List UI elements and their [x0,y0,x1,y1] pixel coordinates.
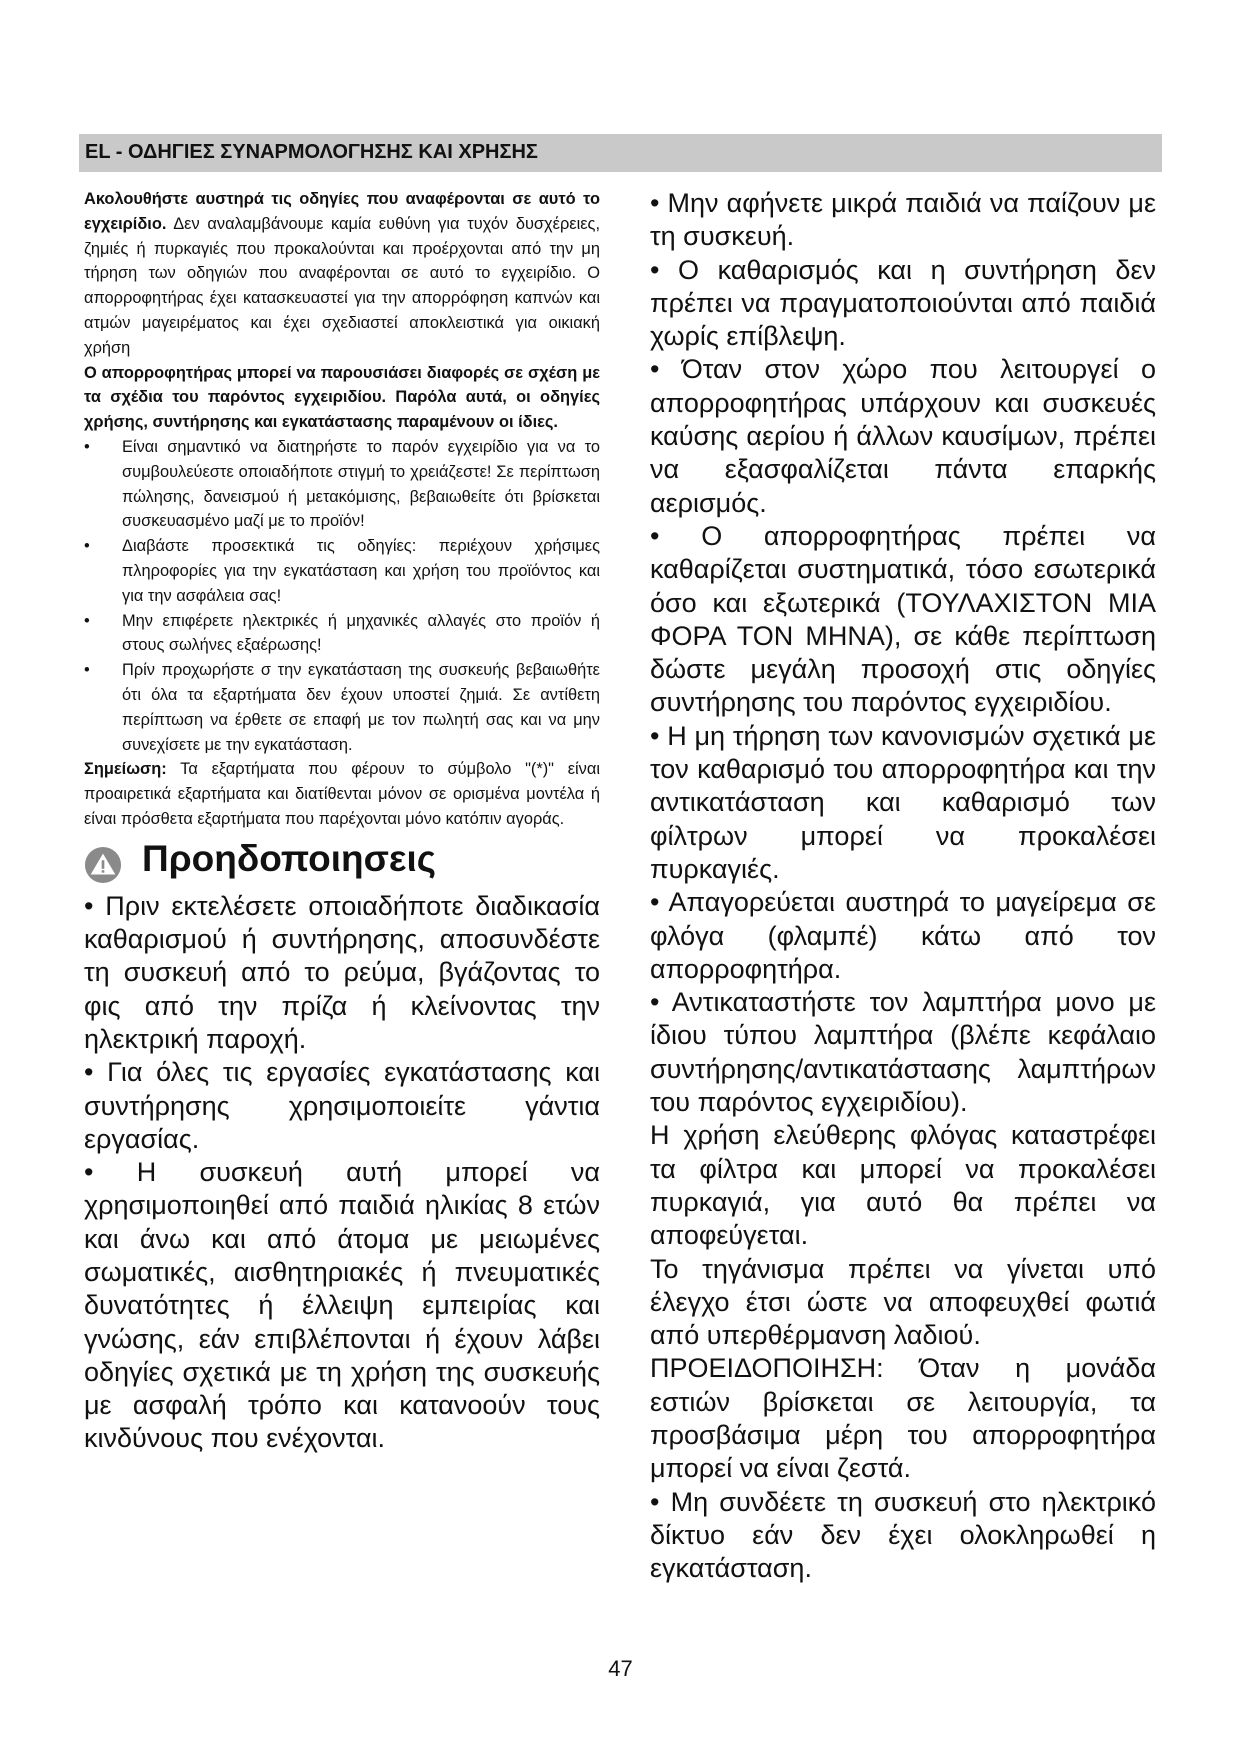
bullet-mark: • [84,437,90,456]
warning-item: • Για όλες τις εργασίες εγκατάστασης και συντήρησης χρησιμοποιείτε γάντια εργασίας. [84,1057,600,1154]
warning-item: • Ο απορροφητήρας πρέπει να καθαρίζεται συστηματικά, τόσο εσωτερικά όσο και εξωτερικά (ΤΟΥΛΑΧΙΣΤΟΝ ΜΙΑ ΦΟΡΑ ΤΟΝ ΜΗΝΑ), σε κάθε περίπτωση δώστε μεγάλη προσοχή στις οδηγίες συντήρησης του παρόντος εγχειριδίου. [650,520,1156,718]
warning-item: • Αντικαταστήστε τον λαμπτήρα μονο με ίδιου τύπου λαμπτήρα (βλέπε κεφάλαιο συντήρησης/αντικατάστασης λαμπτήρων του παρόντος εγχειριδίου). [650,987,1156,1118]
bullet-mark: • [84,611,90,630]
bullet-mark: • [84,661,90,680]
bullet-mark: • [84,537,90,556]
left-column [84,187,600,1456]
warning-item: Το τηγάνισμα πρέπει να γίνεται υπό έλεγχο έτσι ώστε να αποφευχθεί φωτιά από υπερθέρμανση λαδιού. [650,1253,1156,1351]
warning-item: • Μη συνδέετε τη συσκευή στο ηλεκτρικό δίκτυο εάν δεν έχει ολοκληρωθεί η εγκατάσταση. [650,1486,1156,1584]
intro-bullet-text: Πρίν προχωρήστε σ την εγκατάσταση της συσκευής βεβαιωθήτε ότι όλα τα εξαρτήματα δεν έχουν υποστεί ζημιά. Σε αντίθετη περίπτωση να έρθετε σε επαφή με τον πωλητή σας και να μην συνεχίσετε με την εγκατάσταση. [122,661,600,754]
warnings-left-block [84,890,600,1456]
intro-bullet-text: Είναι σημαντικό να διατηρήστε το παρόν εγχειρίδιο για να το συμβουλεύεστε οποιαδήποτε στιγμή το χρειάζεστε! Σε περίπτωση πώλησης, δανεισμού ή μετακόμισης, βεβαιωθείτε ότι βρίσκεται συσκευασμένο μαζί με το προϊόν! [122,437,600,531]
intro-bullet-text: Μην επιφέρετε ηλεκτρικές ή μηχανικές αλλαγές στο προϊόν ή στους σωλήνες εξαέρωσης! [122,611,600,655]
intro-bold-text: Ακολουθήστε αυστηρά τις οδηγίες που αναφέρονται σε αυτό το εγχειρίδιο. [84,190,600,233]
warning-item: • Η μη τήρηση των κανονισμών σχετικά με τον καθαρισμό του απορροφητήρα και την αντικατάσταση και καθαρισμό των φίλτρων μπορεί να προκαλέσει πυρκαγιές. [650,720,1156,884]
intro-bullet [84,534,600,608]
note-label: Σημείωση: [84,760,167,779]
intro-bullet-text: Διαβάστε προσεκτικά τις οδηγίες: περιέχουν χρήσιμες πληροφορίες για την εγκατάσταση και χρήση του προϊόντος και για την ασφάλεια σας! [122,537,600,605]
intro-paragraph [84,187,600,361]
warning-item: • Η συσκευή αυτή μπορεί να χρησιμοποιηθεί από παιδιά ηλικίας 8 ετών και άνω και από άτομα με μειωμένες σωματικές, αισθητηριακές ή πνευματικές δυνατότητες ή έλλειψη εμπειρίας και γνώσης, εάν επιβλέπονται ή έχουν λάβει οδηγίες σχετικά με τη χρήση της συσκευής με ασφαλή τρόπο και κατανοούν τους κινδύνους που ενέχονται. [84,1157,600,1454]
warnings-right-block [650,187,1156,1585]
section-title: EL - ΟΔΗΓΙΕΣ ΣΥΝΑΡΜΟΛΟΓΗΣΗΣ ΚΑΙ ΧΡΗΣΗΣ [85,141,538,163]
differences-paragraph: Ο απορροφητήρας μπορεί να παρουσιάσει διαφορές σε σχέση με τα σχέδια του παρόντος εγχειριδίου. Παρόλα αυτά, οι οδηγίες χρήσης, συντήρησης και εγκατάστασης παραμένουν οι ίδιες. [84,363,600,432]
intro-text: Δεν αναλαμβάνουμε καμία ευθύνη για τυχόν δυσχέρειες, ζημιές ή πυρκαγιές που προκαλούνται και προέρχονται από την μη τήρηση των οδηγιών που αναφέρονται σε αυτό το εγχειρίδιο. Ο απορροφητήρας έχει κατασκευαστεί για την απορρόφηση καπνών και ατμών μαγειρέματος και έχει σχεδιαστεί αποκλειστικά για οικιακή χρήση [84,214,600,357]
section-header [79,134,1162,172]
right-column [650,187,1156,1585]
note-paragraph [84,757,600,831]
intro-bullet [84,609,600,659]
warning-item: • Όταν στον χώρο που λειτουργεί ο απορροφητήρας υπάρχουν και συσκευές καύσης αερίου ή άλλων καυσίμων, πρέπει να εξασφαλίζεται πάντα επαρκής αερισμός. [650,354,1156,518]
warning-item: • Πριν εκτελέσετε οποιαδήποτε διαδικασία καθαρισμού ή συντήρησης, αποσυνδέστε τη συσκευή από το ρεύμα, βγάζοντας το φις από την πρίζα ή κλείνοντας την ηλεκτρική παροχή. [84,890,600,1054]
intro-bullet [84,658,600,757]
warnings-heading [84,837,600,890]
warning-item: • Μην αφήνετε μικρά παιδιά να παίζουν με τη συσκευή. [650,188,1156,252]
warning-item: ΠΡΟΕΙΔΟΠΟΙΗΣΗ: Όταν η μονάδα εστιών βρίσκεται σε λειτουργία, τα προσβάσιμα μέρη του απορροφητήρα μπορεί να είναι ζεστά. [650,1353,1156,1484]
warnings-title: Προηδοποιησεις [142,837,436,879]
page-number: 47 [608,1656,633,1681]
warning-item: • Ο καθαρισμός και η συντήρηση δεν πρέπει να πραγματοποιούνται από παιδιά χωρίς επίβλεψη. [650,254,1156,352]
intro-block [84,187,600,832]
warning-item: Η χρήση ελεύθερης φλόγας καταστρέφει τα φίλτρα και μπορεί να προκαλέσει πυρκαγιά, για αυτό θα πρέπει να αποφεύγεται. [650,1120,1156,1251]
warning-icon [84,846,122,884]
note-text: Τα εξαρτήματα που φέρουν το σύμβολο "(*)" είναι προαιρετικά εξαρτήματα και διατίθενται μόνον σε ορισμένα μοντέλα ή είναι πρόσθετα εξαρτήματα που παρέχονται μόνο κατόπιν αγοράς. [84,760,600,828]
intro-bullet [84,435,600,534]
warning-item: • Απαγορεύεται αυστηρά το μαγείρεμα σε φλόγα (φλαμπέ) κάτω από τον απορροφητήρα. [650,887,1156,984]
